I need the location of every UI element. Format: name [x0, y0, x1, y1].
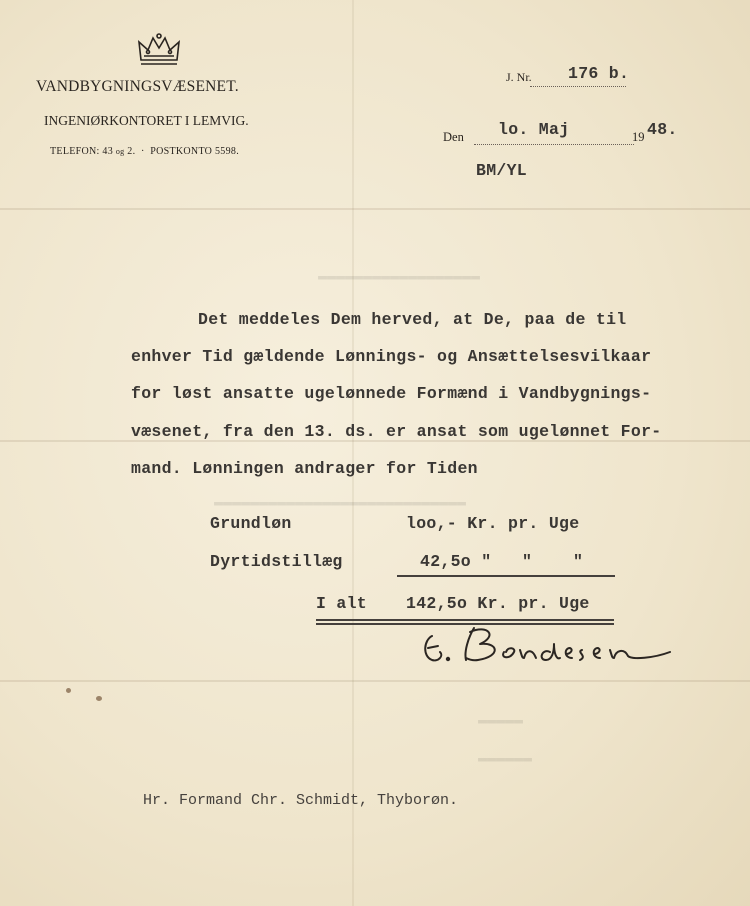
year-suffix: 48. — [647, 120, 678, 139]
body-line: mand. Lønningen andrager for Tiden — [131, 459, 478, 478]
initials: BM/YL — [476, 161, 528, 180]
organization-name: VANDBYGNINGSVÆSENET. — [36, 78, 239, 95]
total-double-underline — [316, 619, 614, 621]
date-dotted-line — [474, 144, 634, 145]
subtotal-underline — [397, 575, 615, 577]
body-line: Det meddeles Dem herved, at De, paa de til — [198, 310, 627, 329]
contact-separator: · — [140, 146, 145, 157]
telefon-rest: 2. — [127, 146, 136, 157]
den-label: Den — [443, 130, 464, 144]
bleed-through: ▬▬▬▬▬▬▬▬▬▬▬▬▬▬▬▬▬▬ — [318, 268, 481, 285]
telefon-label: TELEFON: 43 — [50, 146, 114, 157]
ink-stain — [66, 688, 71, 693]
fold-line — [0, 208, 750, 210]
office-name: INGENIØRKONTORET I LEMVIG. — [44, 113, 249, 128]
body-line: enhver Tid gældende Lønnings- og Ansættelsesvilkaar — [131, 347, 652, 366]
date-typed: lo. Maj — [498, 120, 570, 139]
postkonto: POSTKONTO 5598. — [150, 146, 240, 157]
fold-line — [0, 680, 750, 682]
total-label: I alt — [316, 594, 368, 613]
jnr-value: 176 b. — [568, 64, 630, 83]
handwritten-signature — [418, 622, 688, 668]
dyrtid-label: Dyrtidstillæg — [210, 552, 343, 571]
year-prefix: 19 — [632, 130, 645, 144]
body-line: for løst ansatte ugelønnede Formænd i Vandbygnings- — [131, 384, 652, 403]
fold-line — [352, 0, 354, 906]
contact-line — [50, 146, 239, 157]
crown-icon — [136, 32, 182, 68]
grundlon-value: loo,- Kr. pr. Uge — [406, 514, 580, 533]
jnr-label: J. Nr. — [506, 70, 532, 84]
bleed-through: ▬▬▬▬▬▬ — [478, 750, 533, 767]
grundlon-label: Grundløn — [210, 514, 292, 533]
bleed-through: ▬▬▬▬▬ — [478, 712, 524, 729]
recipient-line: Hr. Formand Chr. Schmidt, Thyborøn. — [143, 792, 459, 809]
jnr-dotted-line — [530, 86, 626, 87]
total-value: 142,5o Kr. pr. Uge — [406, 594, 590, 613]
telefon-og: og — [115, 147, 125, 156]
body-line: væsenet, fra den 13. ds. er ansat som ugelønnet For- — [131, 422, 662, 441]
ink-stain — [96, 696, 102, 701]
dyrtid-value: 42,5o " " " — [420, 552, 584, 571]
bleed-through: ▬▬▬▬▬▬▬▬▬▬▬▬▬▬▬▬▬▬▬▬▬▬▬▬▬▬▬▬ — [214, 494, 467, 511]
